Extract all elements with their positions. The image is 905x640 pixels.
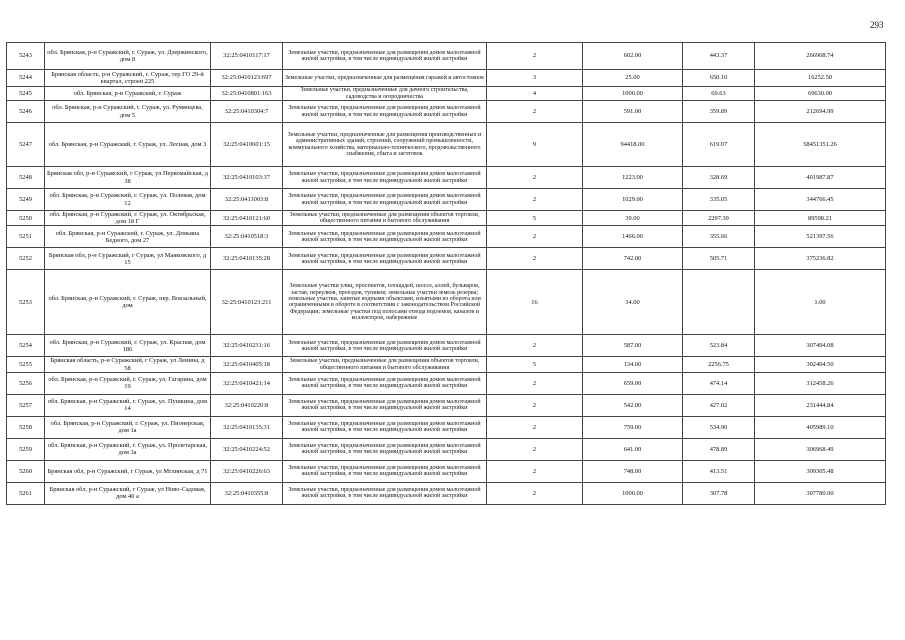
cadastral-value-cell: 309305.48 <box>755 460 886 482</box>
cadastral-number: 32:25:0410226:63 <box>211 460 283 482</box>
table-row <box>7 211 886 226</box>
row-number: 5250 <box>7 211 45 226</box>
row-number: 5245 <box>7 87 45 101</box>
table-row <box>7 357 886 372</box>
row-number: 5258 <box>7 416 45 438</box>
cadastral-value-cell: 231444.84 <box>755 394 886 416</box>
area-cell: 587.00 <box>583 335 683 357</box>
row-number: 5260 <box>7 460 45 482</box>
address-cell: обл. Брянская, р-н Суражский, г. Сураж, ул. Красная, дом 186 <box>45 335 211 357</box>
land-use-cell: Земельные участки улиц, проспектов, площадей, шоссе, аллей, бульваров, застав, переулков, проездов, тупиков; земельные участки земель резерва; земельные участки, занятые водными объектами, изъятыми из оборота или ограниченными в обороте в соответствии с законодательством Российской Федерации; земельные участки под полосами отвода водоемов, каналов и коллекторов, набережные <box>283 270 487 335</box>
cadastral-value-table <box>6 42 886 505</box>
price-cell: 474.14 <box>683 372 755 394</box>
cadastral-number: 32:25:0410801:163 <box>211 87 283 101</box>
area-cell: 134.00 <box>583 357 683 372</box>
cadastral-value-cell: 16252.50 <box>755 70 886 87</box>
table-row <box>7 43 886 70</box>
cadastral-number: 32:25:0410518:3 <box>211 226 283 248</box>
price-cell: 650.10 <box>683 70 755 87</box>
use-group-cell: 2 <box>487 416 583 438</box>
price-cell: 619.07 <box>683 123 755 167</box>
address-cell: обл. Брянская, р-н Суражский, г. Сураж, ул. Пушкина, дом 14 <box>45 394 211 416</box>
address-cell: обл. Брянская, р-н Суражский, г. Сураж, ул. Октябрьская, дом 18 Г <box>45 211 211 226</box>
address-cell: обл. Брянская, р-н Суражский, г. Сураж, пер. Вокзальный, дом <box>45 270 211 335</box>
cadastral-value-cell: 312458.26 <box>755 372 886 394</box>
cadastral-number: 32:25:0410231:16 <box>211 335 283 357</box>
row-number: 5244 <box>7 70 45 87</box>
cadastral-value-cell: 1.00 <box>755 270 886 335</box>
price-cell: 523.84 <box>683 335 755 357</box>
cadastral-number: 32:25:0410121:60 <box>211 211 283 226</box>
address-cell: обл. Брянская, р-н Суражский, г. Сураж <box>45 87 211 101</box>
price-cell: 355.66 <box>683 226 755 248</box>
table-body <box>7 43 886 505</box>
use-group-cell: 2 <box>487 394 583 416</box>
land-use-cell: Земельные участки, предназначенные для размещения домов малоэтажной жилой застройки, в том числе индивидуальной жилой застройки <box>283 335 487 357</box>
address-cell: обл. Брянская, р-н Суражский, г. Сураж, ул. Лесная, дом 3 <box>45 123 211 167</box>
cadastral-value-cell: 266908.74 <box>755 43 886 70</box>
land-use-cell: Земельные участки, предназначенные для размещения объектов торговли, общественного питания и бытового обслуживания <box>283 357 487 372</box>
price-cell: 413.51 <box>683 460 755 482</box>
use-group-cell: 9 <box>487 123 583 167</box>
area-cell: 1000.00 <box>583 482 683 504</box>
area-cell: 1223.00 <box>583 167 683 189</box>
address-cell: обл. Брянская, р-н Суражский, г. Сураж, ул. Пионерская, дом 1а <box>45 416 211 438</box>
address-cell: Брянская область, р-н Суражский, г Сураж, ул Ленина, д 58 <box>45 357 211 372</box>
price-cell <box>683 270 755 335</box>
price-cell: 443.37 <box>683 43 755 70</box>
row-number: 5261 <box>7 482 45 504</box>
row-number: 5247 <box>7 123 45 167</box>
cadastral-value-cell: 89598.21 <box>755 211 886 226</box>
row-number: 5251 <box>7 226 45 248</box>
address-cell: обл. Брянская, р-н Суражский, г. Сураж, ул. Гагарина, дом 19 <box>45 372 211 394</box>
table-row <box>7 189 886 211</box>
use-group-cell: 2 <box>487 189 583 211</box>
cadastral-number: 32:25:0410220:8 <box>211 394 283 416</box>
cadastral-value-cell: 307780.00 <box>755 482 886 504</box>
row-number: 5248 <box>7 167 45 189</box>
row-number: 5252 <box>7 248 45 270</box>
row-number: 5259 <box>7 438 45 460</box>
use-group-cell: 2 <box>487 438 583 460</box>
area-cell: 742.00 <box>583 248 683 270</box>
cadastral-value-cell: 302404.50 <box>755 357 886 372</box>
price-cell: 427.02 <box>683 394 755 416</box>
cadastral-value-cell: 212694.99 <box>755 101 886 123</box>
table-row <box>7 482 886 504</box>
table-row <box>7 70 886 87</box>
land-use-cell: Земельные участки, предназначенные для размещения домов малоэтажной жилой застройки, в том числе индивидуальной жилой застройки <box>283 43 487 70</box>
price-cell: 359.89 <box>683 101 755 123</box>
cadastral-value-cell: 307494.08 <box>755 335 886 357</box>
table-row <box>7 248 886 270</box>
cadastral-value-cell: 344766.45 <box>755 189 886 211</box>
row-number: 5249 <box>7 189 45 211</box>
row-number: 5253 <box>7 270 45 335</box>
land-use-cell: Земельные участки, предназначенные для размещения домов малоэтажной жилой застройки, в том числе индивидуальной жилой застройки <box>283 101 487 123</box>
table-row <box>7 460 886 482</box>
price-cell: 335.05 <box>683 189 755 211</box>
table-row <box>7 438 886 460</box>
area-cell: 759.00 <box>583 416 683 438</box>
area-cell: 1029.00 <box>583 189 683 211</box>
row-number: 5243 <box>7 43 45 70</box>
use-group-cell: 3 <box>487 70 583 87</box>
table-row <box>7 226 886 248</box>
cadastral-number: 32:25:0410405:18 <box>211 357 283 372</box>
area-cell: 1466.00 <box>583 226 683 248</box>
cadastral-number: 32:25:0410601:15 <box>211 123 283 167</box>
use-group-cell: 2 <box>487 335 583 357</box>
land-use-cell: Земельные участки, предназначенные для размещения домов малоэтажной жилой застройки, в том числе индивидуальной жилой застройки <box>283 416 487 438</box>
price-cell: 478.89 <box>683 438 755 460</box>
cadastral-number: 32:25:0410355:8 <box>211 482 283 504</box>
use-group-cell: 2 <box>487 248 583 270</box>
area-cell: 659.00 <box>583 372 683 394</box>
table-row <box>7 335 886 357</box>
cadastral-number: 32:25:0410304:7 <box>211 101 283 123</box>
row-number: 5255 <box>7 357 45 372</box>
cadastral-value-cell: 69630.00 <box>755 87 886 101</box>
area-cell: 39.00 <box>583 211 683 226</box>
cadastral-number: 32:25:0411003:8 <box>211 189 283 211</box>
use-group-cell: 2 <box>487 372 583 394</box>
land-use-cell: Земельные участки, предназначенные для размещения гаражей и автостоянок <box>283 70 487 87</box>
use-group-cell: 2 <box>487 101 583 123</box>
area-cell: 542.00 <box>583 394 683 416</box>
row-number: 5257 <box>7 394 45 416</box>
use-group-cell: 2 <box>487 482 583 504</box>
table-row <box>7 87 886 101</box>
use-group-cell: 2 <box>487 460 583 482</box>
cadastral-value-cell: 405989.10 <box>755 416 886 438</box>
area-cell: 602.00 <box>583 43 683 70</box>
table-row <box>7 101 886 123</box>
land-use-cell: Земельные участки, предназначенные для размещения домов малоэтажной жилой застройки, в том числе индивидуальной жилой застройки <box>283 248 487 270</box>
cadastral-number: 32:25:0410103:37 <box>211 167 283 189</box>
land-use-cell: Земельные участки, предназначенные для размещения домов малоэтажной жилой застройки, в том числе индивидуальной жилой застройки <box>283 460 487 482</box>
land-use-cell: Земельные участки, предназначенные для размещения домов малоэтажной жилой застройки, в том числе индивидуальной жилой застройки <box>283 226 487 248</box>
area-cell: 1000.00 <box>583 87 683 101</box>
price-cell: 2297.39 <box>683 211 755 226</box>
address-cell: обл. Брянская, р-н Суражский, г. Сураж, ул. Полевая, дом 12 <box>45 189 211 211</box>
land-use-cell: Земельные участки, предназначенные для размещения домов малоэтажной жилой застройки, в том числе индивидуальной жилой застройки <box>283 438 487 460</box>
row-number: 5256 <box>7 372 45 394</box>
area-cell: 25.00 <box>583 70 683 87</box>
cadastral-number: 32:25:0410123:697 <box>211 70 283 87</box>
address-cell: обл. Брянская, р-н Суражский, г. Сураж, ул. Дзержинского, дом 8 <box>45 43 211 70</box>
use-group-cell: 16 <box>487 270 583 335</box>
table-row <box>7 270 886 335</box>
cadastral-value-cell: 521397.56 <box>755 226 886 248</box>
land-use-cell: Земельные участки, предназначенные для размещения домов малоэтажной жилой застройки, в том числе индивидуальной жилой застройки <box>283 189 487 211</box>
price-cell: 307.78 <box>683 482 755 504</box>
price-cell: 534.90 <box>683 416 755 438</box>
table-row <box>7 394 886 416</box>
cadastral-number: 32:25:0410135:28 <box>211 248 283 270</box>
cadastral-number: 32:25:0410135:31 <box>211 416 283 438</box>
address-cell: обл. Брянская, р-н Суражский, г. Сураж, ул. Демьяна Бедного, дом 27 <box>45 226 211 248</box>
area-cell: 591.00 <box>583 101 683 123</box>
cadastral-number: 32:25:0410421:14 <box>211 372 283 394</box>
cadastral-value-cell: 306968.49 <box>755 438 886 460</box>
cadastral-value-cell: 401987.87 <box>755 167 886 189</box>
price-cell: 505.71 <box>683 248 755 270</box>
price-cell: 328.69 <box>683 167 755 189</box>
land-use-cell: Земельные участки, предназначенные для размещения производственных и административных зданий, строений, сооружений промышленности, коммунального хозяйства, материально-технического, продовольственного снабжения, сбыта и заготовок <box>283 123 487 167</box>
cadastral-number: 32:25:0410123:211 <box>211 270 283 335</box>
use-group-cell: 5 <box>487 211 583 226</box>
table-row <box>7 123 886 167</box>
use-group-cell: 2 <box>487 167 583 189</box>
table-row <box>7 372 886 394</box>
land-use-cell: Земельные участки, предназначенные для размещения домов малоэтажной жилой застройки, в том числе индивидуальной жилой застройки <box>283 372 487 394</box>
cadastral-number: 32:25:0410224:52 <box>211 438 283 460</box>
page-number: 293 <box>870 20 884 30</box>
address-cell: Брянская область, р-н Суражский, г. Сураж, тер ГО 29-й квартал, строен 225 <box>45 70 211 87</box>
address-cell: Брянская обл, р-н Суражский, г Сураж, ул Первомайская, д 38 <box>45 167 211 189</box>
address-cell: Брянская обл, р-н Суражский, г Сураж, ул Ново-Садовая, дом 40 а <box>45 482 211 504</box>
row-number: 5246 <box>7 101 45 123</box>
cadastral-value-cell: 375236.82 <box>755 248 886 270</box>
price-cell: 69.63 <box>683 87 755 101</box>
land-use-cell: Земельные участки, предназначенные для дачного строительства, садоводства и огородничества <box>283 87 487 101</box>
address-cell: Брянская обл, р-н Суражский, г Сураж, ул Мглинская, д 71 <box>45 460 211 482</box>
use-group-cell: 4 <box>487 87 583 101</box>
table-row <box>7 416 886 438</box>
address-cell: Брянская обл, р-н Суражский, г Сураж, ул Маяковского, д 15 <box>45 248 211 270</box>
land-use-cell: Земельные участки, предназначенные для размещения домов малоэтажной жилой застройки, в том числе индивидуальной жилой застройки <box>283 167 487 189</box>
price-cell: 2256.75 <box>683 357 755 372</box>
table-row <box>7 167 886 189</box>
cadastral-number: 32:25:0410117:17 <box>211 43 283 70</box>
area-cell: 748.00 <box>583 460 683 482</box>
area-cell: 641.00 <box>583 438 683 460</box>
use-group-cell: 2 <box>487 43 583 70</box>
area-cell: 34.00 <box>583 270 683 335</box>
use-group-cell: 2 <box>487 226 583 248</box>
land-use-cell: Земельные участки, предназначенные для размещения домов малоэтажной жилой застройки, в том числе индивидуальной жилой застройки <box>283 482 487 504</box>
land-use-cell: Земельные участки, предназначенные для размещения объектов торговли, общественного питания и бытового обслуживания <box>283 211 487 226</box>
use-group-cell: 5 <box>487 357 583 372</box>
land-use-cell: Земельные участки, предназначенные для размещения домов малоэтажной жилой застройки, в том числе индивидуальной жилой застройки <box>283 394 487 416</box>
area-cell: 94418.00 <box>583 123 683 167</box>
row-number: 5254 <box>7 335 45 357</box>
address-cell: обл. Брянская, р-н Суражский, г. Сураж, ул. Пролетарская, дом 3а <box>45 438 211 460</box>
address-cell: обл. Брянская, р-н Суражский, г. Сураж, ул. Румянцева, дом 5 <box>45 101 211 123</box>
cadastral-value-cell: 58451351.26 <box>755 123 886 167</box>
